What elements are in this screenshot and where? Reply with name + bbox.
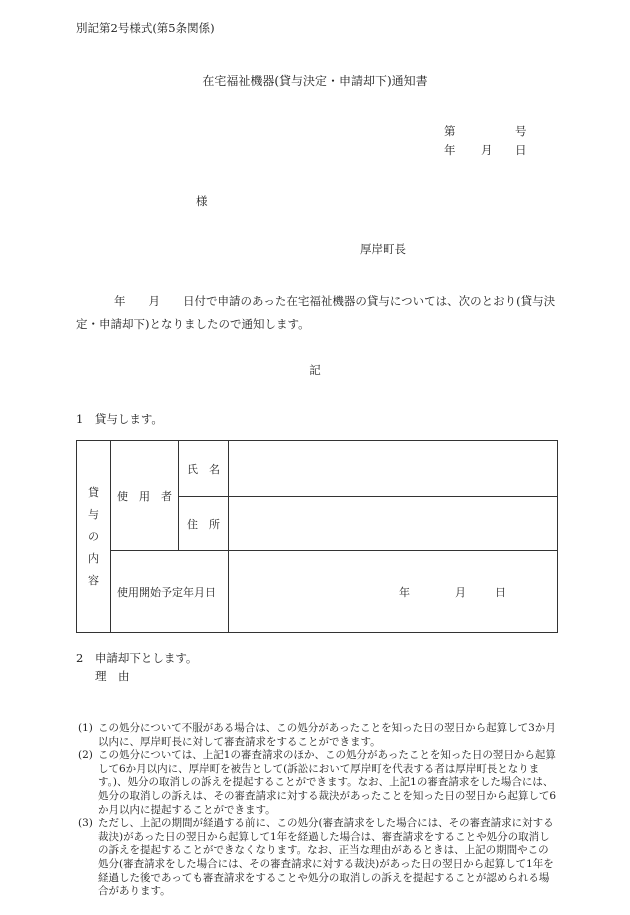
- group-label-char: 与: [88, 507, 99, 521]
- doc-date-day: 日: [515, 143, 527, 157]
- doc-number-suffix: 号: [515, 124, 527, 138]
- note-number: (1): [78, 722, 93, 734]
- issuer-name: 厚岸町長: [360, 242, 406, 256]
- addressee-honorific: 様: [196, 194, 208, 208]
- group-label-char: 内: [88, 551, 99, 565]
- note-item: [78, 749, 558, 817]
- notes-list: [78, 722, 558, 899]
- name-label-cell: [179, 441, 229, 497]
- start-date-month: 月: [455, 585, 466, 599]
- doc-date-month: 月: [481, 143, 493, 157]
- start-date-label-cell: [111, 551, 229, 633]
- start-date-year: 年: [399, 585, 410, 599]
- user-label: 使 用 者: [117, 489, 172, 503]
- doc-number-prefix: 第: [444, 124, 456, 138]
- note-number: (3): [78, 817, 93, 830]
- name-value-cell[interactable]: [229, 441, 558, 497]
- note-text: ただし、上記の期間が経過する前に、この処分(審査請求をした場合には、その審査請求に対する裁決)があった日の翌日から起算して1年を経過した場合は、審査請求をすることや処分の取消しの訴えを提起することができなくなります。なお、正当な理由があるときは、上記の期間やこの処分(審査請求をした場合には、その審査請求に対する裁決)があった日の翌日から起算して1年を経過した後であっても審査請求をすることや処分の取消しの訴えを提起することが認められる場合があります。: [98, 817, 554, 898]
- document-title: 在宅福祉機器(貸与決定・申請却下)通知書: [202, 74, 428, 88]
- note-text: この処分については、上記1の審査請求のほか、この処分があったことを知った日の翌日から起算して6か月以内に、厚岸町を被告として(訴訟において厚岸町を代表する者は厚岸町長となります。)、処分の取消しの訴えを提起することができます。なお、上記1の審査請求をした場合には、処分の取消しの訴えは、その審査請求に対する裁決があったことを知った日の翌日から起算して6か月以内に提起することができます。: [98, 749, 557, 816]
- note-item: [78, 722, 558, 749]
- form-reference: 別記第2号様式(第5条関係): [76, 21, 215, 35]
- start-date-value-cell[interactable]: [229, 551, 558, 633]
- address-value-cell[interactable]: [229, 497, 558, 551]
- note-number: (2): [78, 749, 93, 762]
- group-label-char: 容: [88, 573, 99, 587]
- note-text: この処分について不服がある場合は、この処分があったことを知った日の翌日から起算して3か月以内に、厚岸町長に対して審査請求をすることができます。: [98, 722, 556, 748]
- body-paragraph: 年 月 日付で申請のあった在宅福祉機器の貸与については、次のとおり(貸与決定・申請却下)となりましたので通知します。: [76, 294, 556, 331]
- group-label-cell: [77, 441, 111, 633]
- ki-marker: 記: [309, 363, 321, 377]
- doc-date-year: 年: [444, 143, 456, 157]
- start-date-label: 使用開始予定年月日: [117, 585, 216, 599]
- group-label-char: 貸: [88, 485, 99, 499]
- user-label-cell: [111, 441, 179, 551]
- note-item: [78, 817, 558, 899]
- start-date-day: 日: [495, 585, 506, 599]
- reason-label: 理 由: [95, 669, 130, 683]
- group-label: [77, 482, 110, 592]
- section1-heading: 1 貸与します。: [76, 412, 163, 426]
- address-label-cell: [179, 497, 229, 551]
- name-label: 氏 名: [187, 462, 220, 476]
- group-label-char: の: [88, 529, 99, 543]
- section2-heading: 2 申請却下とします。: [76, 651, 198, 665]
- address-label: 住 所: [187, 517, 220, 531]
- loan-detail-table: [76, 440, 558, 633]
